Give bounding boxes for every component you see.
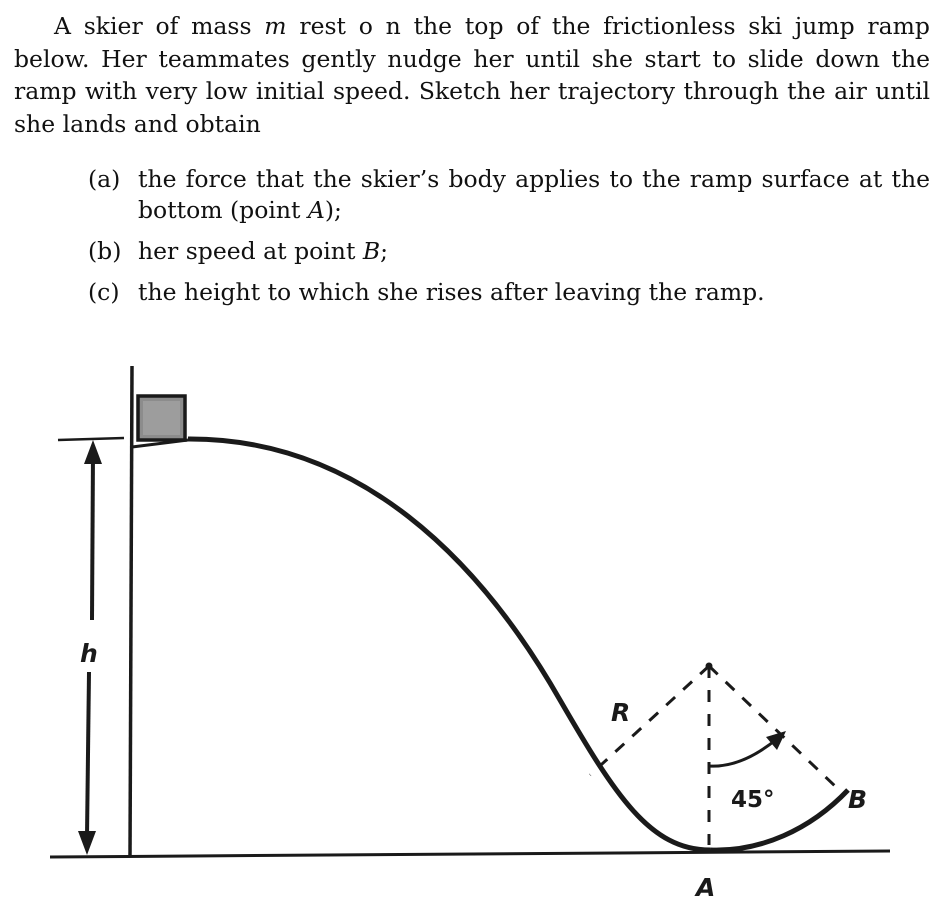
point-a-label: A	[696, 873, 716, 902]
question-parts	[88, 164, 930, 318]
part-b-text-1: her speed at point	[138, 237, 363, 265]
part-c	[88, 277, 930, 308]
part-b	[88, 236, 930, 267]
part-a-text-1: the force that the skier’s body applies to the ramp surface at the bottom (point	[138, 165, 930, 224]
ground-line	[50, 851, 890, 857]
part-c-text	[138, 278, 765, 306]
part-b-text	[138, 237, 388, 265]
mass-symbol: m	[264, 12, 287, 40]
radius-line-left	[590, 666, 709, 775]
part-c-label: (c)	[88, 278, 120, 306]
height-arrow-upper	[92, 452, 93, 620]
problem-intro-2: rest o n the top of the frictionless ski jump ramp below. Her teammates gently nudge her until she start to slide down the ramp with very low initial speed. Sketch her trajectory through the air until she lands and obtain	[14, 12, 930, 138]
point-b-label: B	[848, 785, 868, 814]
radius-label: R	[611, 698, 631, 727]
angle-label: 45°	[731, 787, 775, 813]
radius-line-right	[709, 666, 835, 786]
height-top-tick	[58, 438, 124, 440]
angle-arc	[709, 738, 778, 766]
height-arrow-up-head	[84, 440, 102, 464]
problem-statement	[14, 10, 930, 140]
problem-intro-1: A skier of mass	[54, 12, 265, 40]
part-b-symbol: B	[362, 237, 381, 265]
part-a-text	[138, 165, 930, 224]
part-b-label: (b)	[88, 237, 122, 265]
height-arrow-lower	[87, 672, 89, 836]
height-arrow-down-head	[78, 831, 96, 855]
angle-arrowhead	[766, 731, 786, 750]
ramp-wall	[130, 366, 132, 857]
part-a-text-2: );	[324, 196, 342, 224]
skier-block-shade	[143, 401, 180, 435]
part-b-text-2: ;	[380, 237, 389, 265]
part-a-label: (a)	[88, 165, 121, 193]
part-a	[88, 164, 930, 226]
part-c-text-1: the height to which she rises after leaving the ramp.	[138, 278, 765, 306]
height-label: h	[80, 639, 98, 668]
ramp-curve	[188, 439, 710, 850]
part-a-symbol: A	[307, 196, 325, 224]
ski-ramp-diagram	[0, 340, 946, 902]
